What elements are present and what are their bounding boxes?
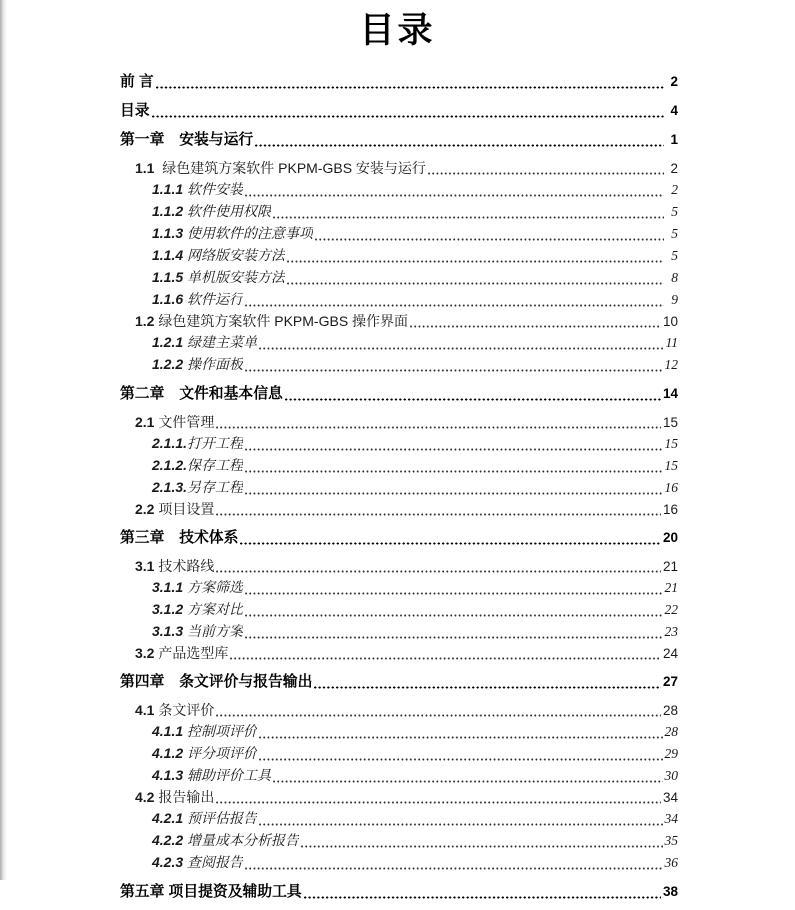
toc-entry-label: 软件运行	[187, 293, 244, 308]
toc-entry[interactable]	[120, 765, 678, 787]
dotted-leader	[301, 845, 662, 848]
toc-entry-page-number: 2	[670, 161, 678, 176]
toc-entry-page-number: 27	[662, 674, 678, 689]
toc-entry-label: 目录	[120, 103, 150, 119]
toc-entry-label: 保存工程	[187, 459, 244, 474]
toc-entry-label: 项目提资及辅助工具	[168, 884, 302, 900]
dotted-leader	[273, 780, 662, 783]
toc-entry[interactable]	[120, 71, 678, 93]
toc-entry[interactable]	[120, 852, 678, 874]
toc-entry[interactable]	[120, 179, 678, 201]
toc-entry[interactable]	[120, 621, 678, 643]
toc-entry[interactable]	[120, 129, 678, 151]
toc-entry[interactable]	[120, 354, 678, 376]
toc-entry-page-number: 24	[662, 646, 678, 661]
toc-entry-page-number: 16	[662, 502, 678, 517]
toc-entry-number: 3.1.1	[152, 579, 188, 595]
toc-entry-label: 文件管理	[158, 414, 215, 430]
toc-entry-page-number: 5	[671, 248, 678, 263]
toc-entry-page-number: 22	[664, 602, 678, 617]
toc-entry-number: 4.2.3	[152, 854, 188, 870]
page-title: 目录	[359, 11, 436, 50]
toc-entry[interactable]	[120, 787, 678, 808]
toc-entry-label: 绿色建筑方案软件 PKPM-GBS 安装与运行	[162, 160, 426, 176]
toc-entry-number: 1.2.1	[152, 334, 188, 350]
toc-entry[interactable]	[120, 433, 678, 455]
toc-entry-page-number: 15	[664, 436, 678, 451]
toc-entry[interactable]	[120, 527, 678, 549]
toc-entry-number: 第五章	[120, 884, 169, 900]
toc-entry-label: 网络版安装方法	[187, 249, 286, 264]
toc-entry-page-number: 21	[664, 580, 678, 595]
toc-entry-label: 技术路线	[158, 558, 215, 574]
toc-entry-number: 第三章	[120, 530, 180, 546]
toc-entry-label: 评分项评价	[187, 747, 258, 762]
toc-entry-page-number: 35	[664, 833, 678, 848]
toc-entry-page-number: 16	[664, 480, 678, 495]
toc-entry-number: 4.1.2	[152, 745, 188, 761]
toc-entry-number: 4.2.1	[152, 810, 188, 826]
toc-entry-label: 单机版安装方法	[187, 271, 286, 286]
toc-entry[interactable]	[120, 599, 678, 621]
toc-entry-number: 2.1.2.	[152, 457, 188, 473]
dotted-leader	[287, 282, 664, 285]
dotted-leader	[314, 686, 661, 689]
toc-entry-number: 2.1	[135, 414, 159, 430]
dotted-leader	[255, 144, 664, 147]
toc-entry-number: 2.1.1.	[152, 435, 188, 451]
toc-entry-number: 3.1.2	[152, 601, 188, 617]
dotted-leader	[287, 260, 664, 263]
toc-entry-number: 4.1.1	[152, 723, 188, 739]
toc-entry-page-number: 1	[670, 132, 678, 147]
toc-entry-label: 条文评价	[158, 702, 215, 718]
toc-entry-label: 当前方案	[187, 625, 244, 640]
toc-entry[interactable]	[120, 830, 678, 852]
dotted-leader	[245, 592, 662, 595]
toc-entry-number: 2.1.3.	[152, 479, 188, 495]
toc-entry-page-number: 36	[664, 855, 678, 870]
dotted-leader	[245, 194, 664, 197]
toc-entry[interactable]	[120, 556, 678, 577]
toc-entry-page-number: 2	[671, 182, 678, 197]
toc-entry[interactable]	[120, 383, 678, 405]
toc-entry[interactable]	[120, 743, 678, 765]
toc-entry-number: 1.1.2	[152, 203, 188, 219]
toc-entry-number: 3.2	[135, 645, 159, 661]
toc-entry-number: 4.2.2	[152, 832, 188, 848]
toc-entry-number: 2.2	[135, 501, 159, 517]
toc-entry-page-number: 10	[662, 314, 678, 329]
toc-entry-page-number: 21	[662, 559, 678, 574]
toc-entry[interactable]	[120, 289, 678, 311]
toc-entry[interactable]	[120, 477, 678, 499]
toc-entry-page-number: 4	[670, 103, 678, 118]
toc-entry[interactable]	[120, 643, 678, 664]
toc-entry-label: 产品选型库	[158, 645, 229, 661]
toc-entry-page-number: 12	[664, 357, 678, 372]
toc-entry-number: 4.1	[135, 702, 159, 718]
dotted-leader	[216, 426, 661, 429]
toc-entry-label: 安装与运行	[179, 132, 254, 148]
dotted-leader	[304, 896, 661, 899]
toc-entry-number: 第二章	[120, 386, 180, 402]
toc-entry-number: 4.2	[135, 789, 159, 805]
toc-entry-page-number: 5	[671, 204, 678, 219]
toc-entry-page-number: 15	[664, 458, 678, 473]
toc-entry[interactable]	[120, 577, 678, 599]
toc-entry-label: 控制项评价	[187, 725, 258, 740]
dotted-leader	[285, 398, 661, 401]
toc-entry[interactable]	[120, 455, 678, 477]
toc-entry-page-number: 2	[670, 74, 678, 89]
toc-entry-label: 打开工程	[187, 437, 244, 452]
toc-entry[interactable]	[120, 881, 678, 903]
dotted-leader	[410, 325, 661, 328]
toc-entry-page-number: 23	[664, 624, 678, 639]
toc-entry-number: 4.1.3	[152, 767, 188, 783]
dotted-leader	[259, 758, 662, 761]
toc-entry[interactable]	[120, 223, 678, 245]
toc-entry-label: 查阅报告	[187, 856, 244, 871]
toc-entry-page-number: 34	[662, 790, 678, 805]
toc-entry-page-number: 5	[671, 226, 678, 241]
dotted-leader	[245, 867, 662, 870]
toc-entry-number: 1.1.1	[152, 181, 188, 197]
toc-entry-number: 1.1.6	[152, 291, 188, 307]
toc-entry-label: 文件和基本信息	[179, 386, 283, 402]
dotted-leader	[428, 172, 664, 175]
toc-entry[interactable]	[120, 671, 678, 693]
toc-entry-label: 增量成本分析报告	[187, 834, 300, 849]
toc-entry-page-number: 8	[671, 270, 678, 285]
toc-entry-number: 第四章	[120, 674, 180, 690]
toc-entry-label: 另存工程	[187, 481, 244, 496]
toc-entry-number: 1.1.5	[152, 269, 188, 285]
toc-entry-page-number: 34	[664, 811, 678, 826]
toc-entry[interactable]	[120, 721, 678, 743]
toc-entry-number: 1.1.4	[152, 247, 188, 263]
toc-entry-label: 预评估报告	[187, 812, 258, 827]
dotted-leader	[245, 470, 662, 473]
toc-entry[interactable]	[120, 245, 678, 267]
toc-entry-page-number: 15	[662, 415, 678, 430]
toc-entry-page-number: 30	[664, 768, 678, 783]
toc-entry-label: 技术体系	[179, 530, 239, 546]
dotted-leader	[273, 216, 664, 219]
toc-entry-page-number: 38	[662, 884, 678, 899]
dotted-leader	[152, 115, 664, 118]
toc-entry-number: 3.1	[135, 558, 159, 574]
toc-entry-label: 项目设置	[158, 501, 215, 517]
toc-entry-number: 第一章	[120, 132, 180, 148]
toc-entry-label: 操作面板	[187, 358, 244, 373]
toc-entry[interactable]	[120, 332, 678, 354]
toc-entry-label: 使用软件的注意事项	[187, 227, 314, 242]
dotted-leader	[216, 714, 661, 717]
dotted-leader	[245, 304, 664, 307]
dotted-leader	[245, 614, 662, 617]
toc-entry-label: 软件安装	[187, 183, 244, 198]
toc-entry-page-number: 20	[662, 530, 678, 545]
dotted-leader	[240, 542, 661, 545]
toc-entry-label: 前 言	[120, 74, 154, 90]
toc-entry-number: 1.2	[135, 313, 159, 329]
dotted-leader	[216, 513, 661, 516]
dotted-leader	[230, 657, 661, 660]
toc-entry-page-number: 9	[671, 292, 678, 307]
dotted-leader	[259, 823, 662, 826]
toc-entry-number: 1.1	[135, 160, 163, 176]
toc-entry-label: 方案对比	[187, 603, 244, 618]
dotted-leader	[245, 636, 662, 639]
toc-entry-number: 1.1.3	[152, 225, 188, 241]
toc-entry[interactable]	[120, 267, 678, 289]
toc-entry-label: 报告输出	[158, 789, 215, 805]
dotted-leader	[245, 492, 662, 495]
toc-entry-label: 绿色建筑方案软件 PKPM-GBS 操作界面	[158, 313, 409, 329]
page-left-edge-shadow	[0, 0, 7, 880]
dotted-leader	[259, 347, 663, 350]
toc-list	[120, 64, 678, 910]
toc-entry-label: 软件使用权限	[187, 205, 272, 220]
toc-entry[interactable]	[120, 700, 678, 721]
toc-entry-label: 方案筛选	[187, 581, 244, 596]
toc-entry-page-number: 14	[662, 386, 678, 401]
toc-entry[interactable]	[120, 100, 678, 122]
dotted-leader	[245, 369, 662, 372]
dotted-leader	[259, 736, 662, 739]
toc-entry-label: 辅助评价工具	[187, 769, 272, 784]
toc-entry[interactable]	[120, 808, 678, 830]
dotted-leader	[216, 801, 661, 804]
toc-entry-page-number: 11	[665, 335, 678, 350]
toc-entry[interactable]	[120, 499, 678, 520]
toc-entry-page-number: 29	[664, 746, 678, 761]
toc-entry[interactable]	[120, 201, 678, 223]
dotted-leader	[245, 448, 662, 451]
toc-entry-number: 1.2.2	[152, 356, 188, 372]
toc-entry-label: 条文评价与报告输出	[179, 674, 313, 690]
toc-entry-page-number: 28	[662, 703, 678, 718]
toc-entry-page-number: 28	[664, 724, 678, 739]
toc-entry[interactable]	[120, 311, 678, 332]
dotted-leader	[315, 238, 664, 241]
toc-entry[interactable]	[120, 412, 678, 433]
toc-entry[interactable]	[120, 158, 678, 179]
dotted-leader	[216, 570, 661, 573]
toc-entry-label: 绿建主菜单	[187, 336, 258, 351]
toc-entry-number: 3.1.3	[152, 623, 188, 639]
dotted-leader	[156, 86, 664, 89]
